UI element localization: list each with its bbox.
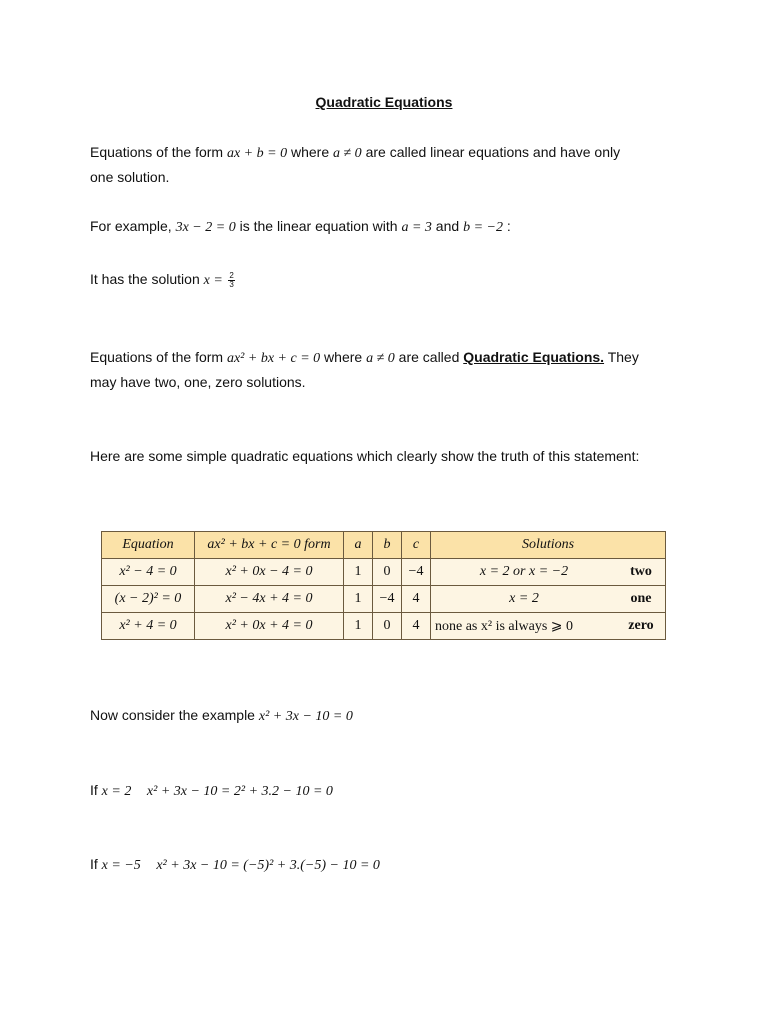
cell-b: −4 (373, 586, 402, 613)
condition: a ≠ 0 (366, 351, 395, 366)
cell-a: 1 (344, 586, 373, 613)
cell-c: 4 (402, 613, 431, 640)
paragraph-consider-example (90, 703, 690, 729)
b-value: b = −2 (463, 220, 503, 235)
cell-a: 1 (344, 559, 373, 586)
condition: a ≠ 0 (333, 146, 362, 161)
fraction-numerator: 2 (229, 270, 234, 280)
header-c: c (402, 532, 431, 559)
header-equation: Equation (102, 532, 195, 559)
text: For example, (90, 218, 176, 234)
table-row (102, 613, 666, 640)
cell-form: x² + 0x + 4 = 0 (195, 613, 344, 640)
paragraph-check-x-5 (90, 852, 690, 878)
text: and (431, 218, 464, 234)
x-value: x = 2 (101, 784, 132, 799)
header-b: b (373, 532, 402, 559)
cell-b: 0 (373, 559, 402, 586)
table-row (102, 586, 666, 613)
paragraph-linear-definition-cont: one solution. (90, 169, 170, 185)
text: Equations of the form (90, 144, 227, 160)
text: where (290, 144, 333, 160)
paragraph-solution (90, 267, 690, 293)
cell-a: 1 (344, 613, 373, 640)
cell-form: x² − 4x + 4 = 0 (195, 586, 344, 613)
text: are called linear equations and have only (361, 144, 621, 160)
quadratic-examples-table (101, 531, 666, 640)
example-equation: 3x − 2 = 0 (175, 220, 236, 235)
text: Now consider the example (90, 707, 259, 723)
text: : (502, 218, 511, 234)
header-a: a (344, 532, 373, 559)
cell-count: two (617, 559, 666, 586)
linear-equation-form: ax + b = 0 (226, 146, 288, 161)
text: where (320, 349, 367, 365)
substitution: x² + 3x − 10 = 2² + 3.2 − 10 = 0 (146, 784, 333, 799)
fraction (228, 272, 234, 289)
paragraph-linear-example (90, 214, 690, 240)
x-value: x = −5 (101, 858, 141, 873)
cell-count: zero (617, 613, 666, 640)
text: It has the solution (90, 271, 204, 287)
quadratic-form: ax² + bx + c = 0 (226, 351, 321, 366)
text: They (604, 349, 639, 365)
cell-b: 0 (373, 613, 402, 640)
fraction-denominator: 3 (229, 279, 234, 289)
cell-c: −4 (402, 559, 431, 586)
substitution: x² + 3x − 10 = (−5)² + 3.(−5) − 10 = 0 (156, 858, 380, 873)
cell-c: 4 (402, 586, 431, 613)
paragraph-linear-definition (90, 140, 690, 166)
cell-equation: (x − 2)² = 0 (102, 586, 195, 613)
header-form: ax² + bx + c = 0 form (195, 532, 344, 559)
table-row (102, 559, 666, 586)
cell-equation: x² − 4 = 0 (102, 559, 195, 586)
table-header-row (102, 532, 666, 559)
cell-solution: x = 2 or x = −2 (431, 559, 618, 586)
paragraph-quadratic-definition (90, 345, 690, 371)
a-value: a = 3 (401, 220, 432, 235)
quadratic-equations-term: Quadratic Equations. (463, 349, 605, 365)
cell-count: one (617, 586, 666, 613)
paragraph-check-x2 (90, 778, 690, 804)
example-quadratic: x² + 3x − 10 = 0 (258, 709, 353, 724)
text: If (90, 856, 102, 872)
page-title: Quadratic Equations (315, 94, 453, 110)
solution-x: x = (203, 273, 227, 288)
text: If (90, 782, 102, 798)
text: is the linear equation with (235, 218, 402, 234)
text: Equations of the form (90, 349, 227, 365)
paragraph-intro-table: Here are some simple quadratic equations which clearly show the truth of this statement: (90, 448, 640, 464)
cell-equation: x² + 4 = 0 (102, 613, 195, 640)
cell-solution: x = 2 (431, 586, 618, 613)
cell-form: x² + 0x − 4 = 0 (195, 559, 344, 586)
text: are called (394, 349, 464, 365)
cell-solution: none as x² is always ⩾ 0 (431, 613, 618, 640)
paragraph-quadratic-definition-cont: may have two, one, zero solutions. (90, 374, 306, 390)
header-solutions: Solutions (431, 532, 666, 559)
